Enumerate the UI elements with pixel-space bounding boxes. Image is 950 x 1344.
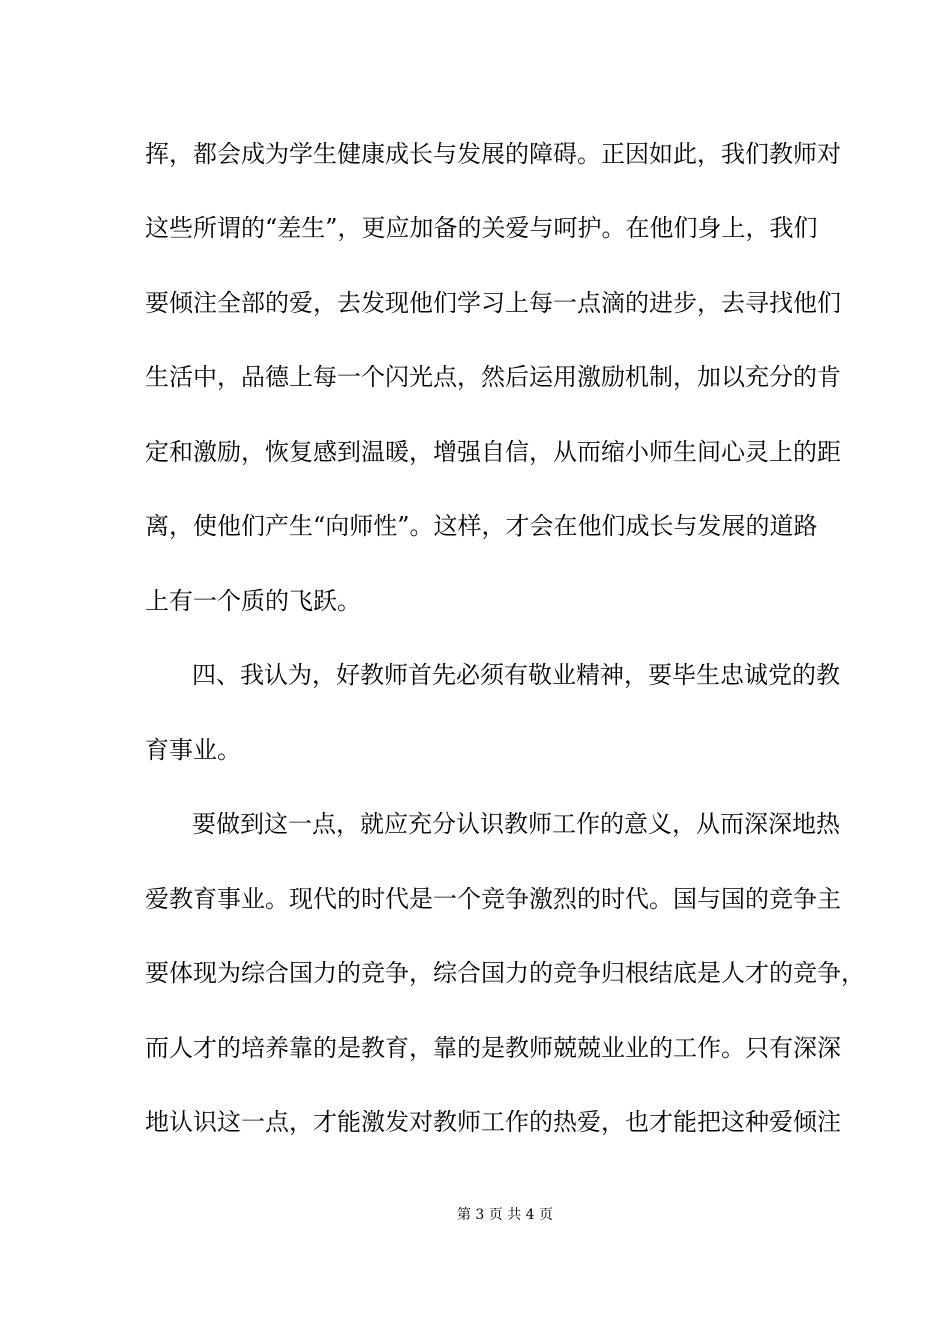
text-line: 地认识这一点，才能激发对教师工作的热爱，也才能把这种爱倾注 [145,1108,841,1136]
text-line: 这些所谓的“差生”，更应加备的关爱与呵护。在他们身上，我们 [145,214,818,242]
text-line: 定和激励，恢复感到温暖，增强自信，从而缩小师生间心灵上的距 [145,438,841,466]
text-line: 爱教育事业。现代的时代是一个竞争激烈的时代。国与国的竞争主 [145,885,841,913]
text-line: 上有一个质的飞跃。 [145,587,361,615]
paragraph-first-line: 四、我认为，好教师首先必须有敬业精神，要毕生忠诚党的教 [192,661,840,689]
text-line: 要倾注全部的爱，去发现他们学习上每一点滴的进步，去寻找他们 [145,289,841,317]
text-line: 生活中，品德上每一个闪光点，然后运用激励机制，加以充分的肯 [145,363,841,391]
text-line: 挥，都会成为学生健康成长与发展的障碍。正因如此，我们教师对 [145,140,841,168]
page-number-footer: 第 3 页 共 4 页 [456,1207,554,1223]
text-line: 要体现为综合国力的竞争，综合国力的竞争归根结底是人才的竞争， [145,959,865,987]
paragraph-first-line: 要做到这一点，就应充分认识教师工作的意义，从而深深地热 [192,810,840,838]
text-line: 而人才的培养靠的是教育，靠的是教师兢兢业业的工作。只有深深 [145,1034,841,1062]
text-line: 离，使他们产生“向师性”。这样，才会在他们成长与发展的道路 [145,512,818,540]
text-line: 育事业。 [145,736,241,764]
